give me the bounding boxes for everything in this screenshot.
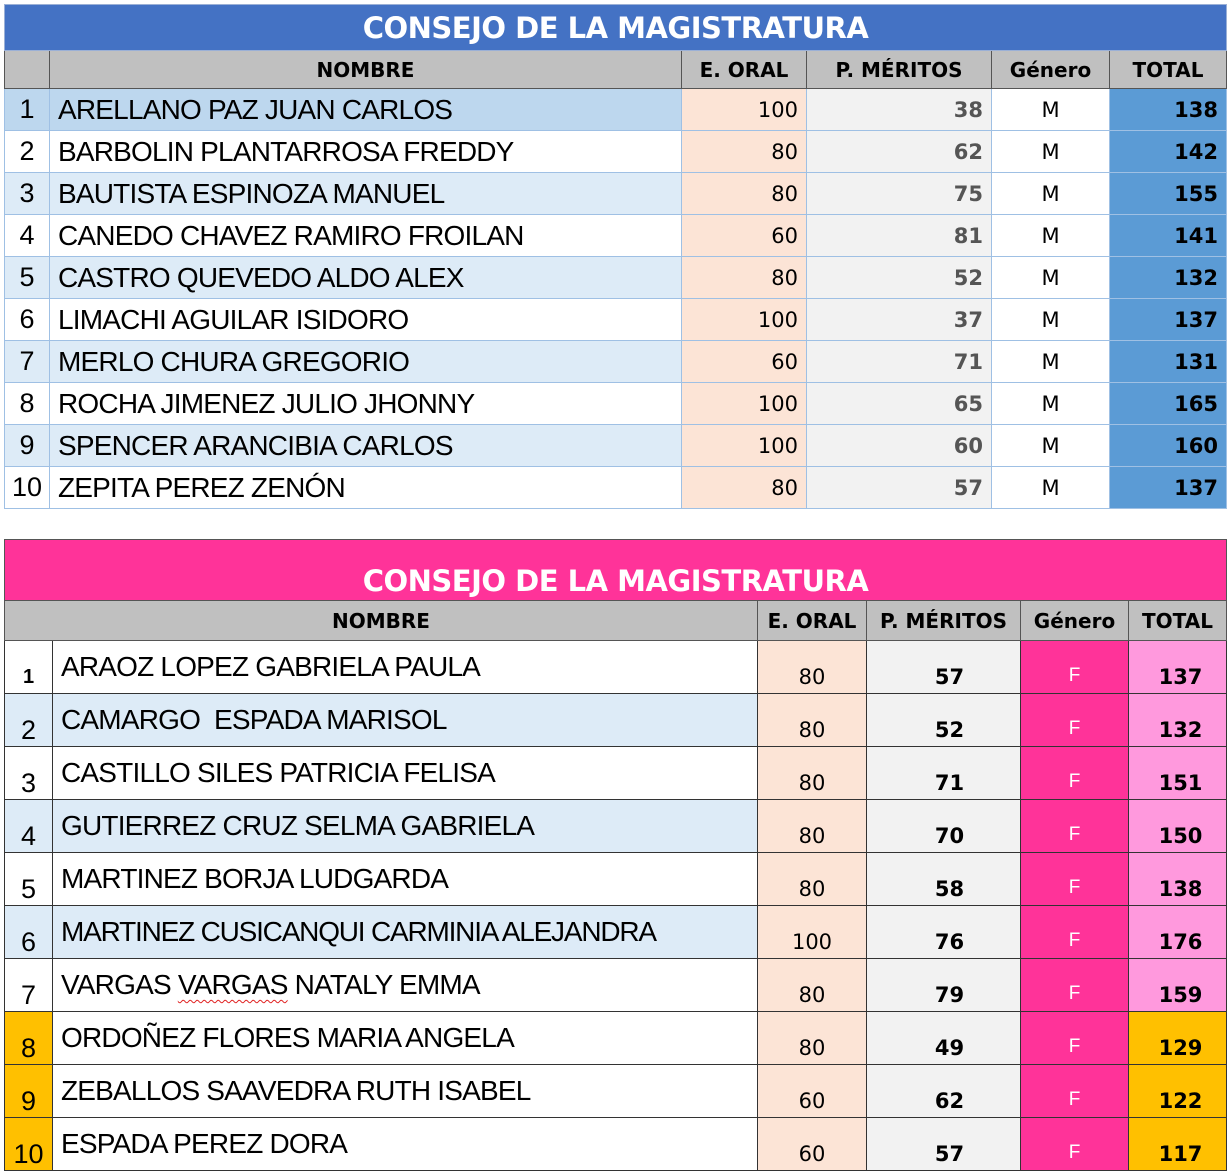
row-meritos: 75 <box>807 173 992 215</box>
table-row <box>5 467 1227 509</box>
row-total: 165 <box>1110 383 1227 425</box>
row-nombre: ZEBALLOS SAAVEDRA RUTH ISABEL <box>53 1065 758 1118</box>
row-genero: M <box>992 89 1110 131</box>
row-index: 2 <box>5 131 50 173</box>
row-oral: 80 <box>682 173 807 215</box>
row-total: 129 <box>1129 1012 1227 1065</box>
row-meritos: 71 <box>867 747 1021 800</box>
row-nombre: ESPADA PEREZ DORA <box>53 1118 758 1171</box>
row-nombre: ARAOZ LOPEZ GABRIELA PAULA <box>53 641 758 694</box>
row-meritos: 76 <box>867 906 1021 959</box>
row-nombre: LIMACHI AGUILAR ISIDORO <box>50 299 682 341</box>
row-genero: M <box>992 383 1110 425</box>
row-nombre: MERLO CHURA GREGORIO <box>50 341 682 383</box>
row-index: 6 <box>5 299 50 341</box>
table-row <box>5 747 1227 800</box>
row-oral: 80 <box>758 800 867 853</box>
row-total: 117 <box>1129 1118 1227 1171</box>
table-row <box>5 1012 1227 1065</box>
row-meritos: 57 <box>867 1118 1021 1171</box>
row-index: 8 <box>5 1012 53 1065</box>
table-row <box>5 131 1227 173</box>
row-index: 10 <box>5 467 50 509</box>
row-oral: 60 <box>682 215 807 257</box>
table-row <box>5 299 1227 341</box>
row-oral: 80 <box>682 131 807 173</box>
row-index: 6 <box>5 906 53 959</box>
row-index: 4 <box>5 800 53 853</box>
row-oral: 80 <box>758 853 867 906</box>
row-genero: F <box>1021 1065 1129 1118</box>
row-meritos: 81 <box>807 215 992 257</box>
name-part: VARGAS <box>61 969 178 1000</box>
row-meritos: 52 <box>867 694 1021 747</box>
header-genero: Género <box>992 51 1110 89</box>
row-oral: 100 <box>682 425 807 467</box>
row-total: 137 <box>1110 299 1227 341</box>
row-index: 7 <box>5 341 50 383</box>
row-index: 9 <box>5 425 50 467</box>
row-oral: 80 <box>682 467 807 509</box>
table-row <box>5 383 1227 425</box>
row-index: 3 <box>5 173 50 215</box>
row-meritos: 52 <box>807 257 992 299</box>
table-row <box>5 173 1227 215</box>
table-row <box>5 694 1227 747</box>
row-nombre: GUTIERREZ CRUZ SELMA GABRIELA <box>53 800 758 853</box>
row-oral: 80 <box>758 747 867 800</box>
table-title: CONSEJO DE LA MAGISTRATURA <box>5 5 1227 51</box>
row-oral: 100 <box>682 383 807 425</box>
female-candidates-table <box>4 539 1227 1171</box>
row-meritos: 79 <box>867 959 1021 1012</box>
row-nombre: MARTINEZ CUSICANQUI CARMINIA ALEJANDRA <box>53 906 758 959</box>
row-nombre: MARTINEZ BORJA LUDGARDA <box>53 853 758 906</box>
row-meritos: 71 <box>807 341 992 383</box>
row-total: 137 <box>1110 467 1227 509</box>
row-oral: 80 <box>682 257 807 299</box>
table-row <box>5 425 1227 467</box>
header-genero: Género <box>1021 601 1129 641</box>
row-index: 10 <box>5 1118 53 1171</box>
row-meritos: 70 <box>867 800 1021 853</box>
row-meritos: 65 <box>807 383 992 425</box>
row-genero: M <box>992 215 1110 257</box>
table-row <box>5 215 1227 257</box>
row-index: 9 <box>5 1065 53 1118</box>
row-nombre: BARBOLIN PLANTARROSA FREDDY <box>50 131 682 173</box>
row-genero: F <box>1021 694 1129 747</box>
row-oral: 80 <box>758 959 867 1012</box>
row-total: 150 <box>1129 800 1227 853</box>
header-nombre: NOMBRE <box>5 601 758 641</box>
row-genero: M <box>992 425 1110 467</box>
row-meritos: 57 <box>867 641 1021 694</box>
header-row <box>5 601 1227 641</box>
header-oral: E. ORAL <box>682 51 807 89</box>
row-total: 138 <box>1110 89 1227 131</box>
row-oral: 100 <box>682 299 807 341</box>
spellcheck-flagged-word: VARGAS <box>177 969 288 1000</box>
table-row <box>5 853 1227 906</box>
row-meritos: 58 <box>867 853 1021 906</box>
row-genero: F <box>1021 1012 1129 1065</box>
header-index <box>5 51 50 89</box>
name-part: NATALY EMMA <box>287 969 480 1000</box>
row-genero: M <box>992 257 1110 299</box>
row-genero: M <box>992 131 1110 173</box>
row-total: 131 <box>1110 341 1227 383</box>
row-index: 4 <box>5 215 50 257</box>
row-oral: 80 <box>758 641 867 694</box>
table-row <box>5 641 1227 694</box>
row-total: 151 <box>1129 747 1227 800</box>
row-nombre: BAUTISTA ESPINOZA MANUEL <box>50 173 682 215</box>
row-genero: F <box>1021 853 1129 906</box>
header-row <box>5 51 1227 89</box>
row-meritos: 62 <box>867 1065 1021 1118</box>
header-meritos: P. MÉRITOS <box>807 51 992 89</box>
header-nombre: NOMBRE <box>50 51 682 89</box>
row-meritos: 57 <box>807 467 992 509</box>
row-nombre <box>53 959 758 1012</box>
row-genero: F <box>1021 1118 1129 1171</box>
row-genero: M <box>992 341 1110 383</box>
row-total: 160 <box>1110 425 1227 467</box>
header-oral: E. ORAL <box>758 601 867 641</box>
header-total: TOTAL <box>1129 601 1227 641</box>
row-meritos: 37 <box>807 299 992 341</box>
row-oral: 80 <box>758 1012 867 1065</box>
table-row <box>5 959 1227 1012</box>
row-index: 3 <box>5 747 53 800</box>
row-genero: M <box>992 299 1110 341</box>
row-nombre: SPENCER ARANCIBIA CARLOS <box>50 425 682 467</box>
row-genero: F <box>1021 747 1129 800</box>
row-oral: 60 <box>682 341 807 383</box>
row-meritos: 62 <box>807 131 992 173</box>
row-total: 141 <box>1110 215 1227 257</box>
row-nombre: ZEPITA PEREZ ZENÓN <box>50 467 682 509</box>
table-row <box>5 1118 1227 1171</box>
row-nombre: CASTRO QUEVEDO ALDO ALEX <box>50 257 682 299</box>
header-total: TOTAL <box>1110 51 1227 89</box>
row-index: 5 <box>5 257 50 299</box>
row-oral: 100 <box>758 906 867 959</box>
row-nombre: CAMARGO ESPADA MARISOL <box>53 694 758 747</box>
row-index: 1 <box>5 89 50 131</box>
row-genero: F <box>1021 906 1129 959</box>
row-index: 2 <box>5 694 53 747</box>
row-oral: 60 <box>758 1118 867 1171</box>
row-genero: F <box>1021 641 1129 694</box>
row-total: 176 <box>1129 906 1227 959</box>
header-meritos: P. MÉRITOS <box>867 601 1021 641</box>
table-row <box>5 800 1227 853</box>
male-candidates-table <box>4 4 1227 509</box>
row-nombre: ARELLANO PAZ JUAN CARLOS <box>50 89 682 131</box>
row-genero: F <box>1021 959 1129 1012</box>
table-row <box>5 906 1227 959</box>
table-title: CONSEJO DE LA MAGISTRATURA <box>5 540 1227 601</box>
row-genero: M <box>992 467 1110 509</box>
row-total: 122 <box>1129 1065 1227 1118</box>
row-index: 8 <box>5 383 50 425</box>
row-total: 142 <box>1110 131 1227 173</box>
row-meritos: 60 <box>807 425 992 467</box>
row-genero: M <box>992 173 1110 215</box>
row-meritos: 38 <box>807 89 992 131</box>
row-nombre: CASTILLO SILES PATRICIA FELISA <box>53 747 758 800</box>
row-oral: 60 <box>758 1065 867 1118</box>
row-index: 7 <box>5 959 53 1012</box>
row-nombre: CANEDO CHAVEZ RAMIRO FROILAN <box>50 215 682 257</box>
row-total: 137 <box>1129 641 1227 694</box>
row-total: 132 <box>1110 257 1227 299</box>
row-index: 1 <box>5 641 53 694</box>
row-total: 132 <box>1129 694 1227 747</box>
row-index: 5 <box>5 853 53 906</box>
table-row <box>5 341 1227 383</box>
row-oral: 80 <box>758 694 867 747</box>
table-row <box>5 1065 1227 1118</box>
row-total: 159 <box>1129 959 1227 1012</box>
row-genero: F <box>1021 800 1129 853</box>
row-nombre: ORDOÑEZ FLORES MARIA ANGELA <box>53 1012 758 1065</box>
table-row <box>5 257 1227 299</box>
row-total: 138 <box>1129 853 1227 906</box>
row-nombre: ROCHA JIMENEZ JULIO JHONNY <box>50 383 682 425</box>
table-row <box>5 89 1227 131</box>
row-meritos: 49 <box>867 1012 1021 1065</box>
row-total: 155 <box>1110 173 1227 215</box>
row-oral: 100 <box>682 89 807 131</box>
